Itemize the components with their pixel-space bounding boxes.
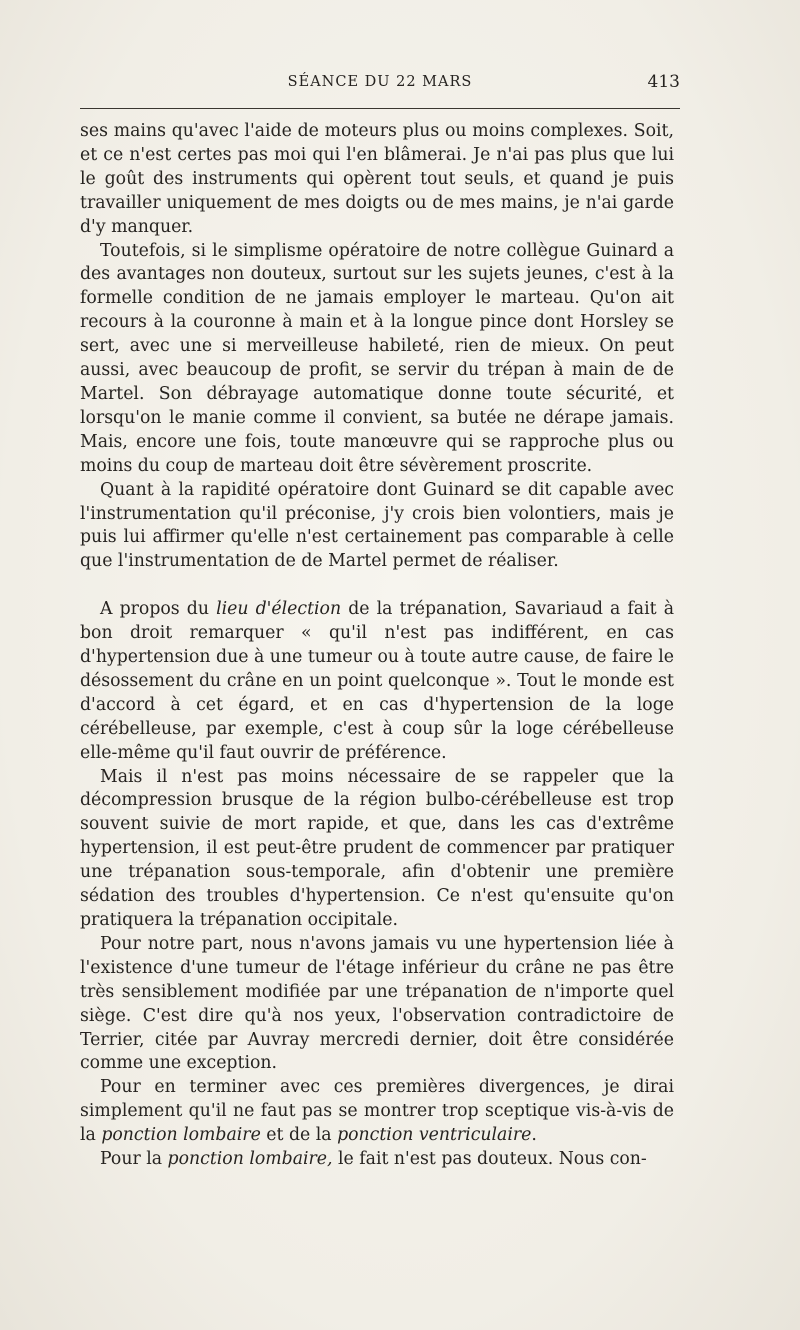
text-run: Mais il n'est pas moins nécessaire de se rappeler que la décompression brusque de la région bulbo-cérébelleuse est trop souvent suivie de mort rapide, et que, dans les cas d'extrême hypertension, il est peut-être prudent de commencer par pratiquer une trépanation sous-temporale, afin d'obtenir une première sédation des troubles d'hypertension. Ce n'est qu'ensuite qu'on pratiquera la trépanation occipitale. (80, 766, 674, 930)
paragraph (80, 766, 674, 933)
italic-term: ponction lombaire (101, 1125, 261, 1146)
text-run: Quant à la rapidité opératoire dont Guinard se dit capable avec l'instrumentation qu'il préconise, j'y crois bien volontiers, mais je puis lui affirmer qu'elle n'est certainement pas comparable à celle que l'instrumentation de de Martel permet de réaliser. (80, 479, 674, 572)
text-run: ses mains qu'avec l'aide de moteurs plus ou moins complexes. Soit, et ce n'est certes pas moi qui l'en blâmerai. Je n'ai pas plus que lui le goût des instruments qui opèrent tout seuls, et quand je puis travailler uniquement de mes doigts ou de mes mains, je n'ai garde d'y manquer. (80, 121, 674, 237)
paragraph (80, 240, 674, 479)
text-run: . (531, 1125, 537, 1146)
text-run: A propos du (100, 599, 217, 620)
paragraph (80, 1076, 674, 1148)
paragraph (80, 479, 674, 575)
paragraph (80, 598, 674, 765)
running-head: SÉANCE DU 22 MARS (287, 74, 473, 90)
paragraph (80, 1148, 674, 1172)
italic-term: lieu d'élection (216, 599, 342, 620)
text-run: Pour en terminer avec ces premières divergences, je dirai simplement qu'il ne faut pas se montrer trop sceptique vis-à-vis de la (80, 1077, 674, 1146)
text-run: et de la (260, 1125, 338, 1146)
text-run: Pour la (100, 1149, 168, 1170)
text-run: Pour notre part, nous n'avons jamais vu une hypertension liée à l'existence d'une tumeur de l'étage inférieur du crâne ne pas être très sensiblement modifiée par une trépanation de n'importe quel siège. C'est dire qu'à nos yeux, l'observation contradictoire de Terrier, citée par Auvray mercredi dernier, doit être considérée comme une exception. (80, 933, 674, 1074)
header-rule (80, 108, 680, 109)
italic-term: ponction ventriculaire (337, 1125, 532, 1146)
text-run: Toutefois, si le simplisme opératoire de notre collègue Guinard a des avantages non douteux, surtout sur les sujets jeunes, c'est à la formelle condition de ne jamais employer le marteau. Qu'on ait recours à la couronne à main et à la longue pince dont Horsley se sert, avec une si merveilleuse habileté, rien de mieux. On peut aussi, avec beaucoup de profit, se servir du trépan à main de de Martel. Son débrayage automatique donne toute sécurité, et lorsqu'on le manie comme il convient, sa butée ne dérape jamais. Mais, encore une fois, toute manœuvre qui se rapproche plus ou moins du coup de marteau doit être sévèrement proscrite. (80, 240, 674, 476)
page-number: 413 (647, 72, 680, 92)
text-run: le fait n'est pas douteux. Nous con- (332, 1149, 647, 1170)
page-header (80, 74, 680, 94)
paragraph (80, 933, 674, 1076)
text-run: de la trépanation, Savariaud a fait à bon droit remarquer « qu'il n'est pas indifférent, en cas d'hypertension due à une tumeur ou à toute autre cause, de faire le désossement du crâne en un point quelconque ». Tout le monde est d'accord à cet égard, et en cas d'hypertension de la loge cérébelleuse, par exemple, c'est à coup sûr la loge cérébelleuse elle-même qu'il faut ouvrir de préférence. (80, 599, 674, 763)
body-text (80, 120, 674, 1172)
italic-term: ponction lombaire, (167, 1149, 333, 1170)
paragraph (80, 120, 674, 240)
